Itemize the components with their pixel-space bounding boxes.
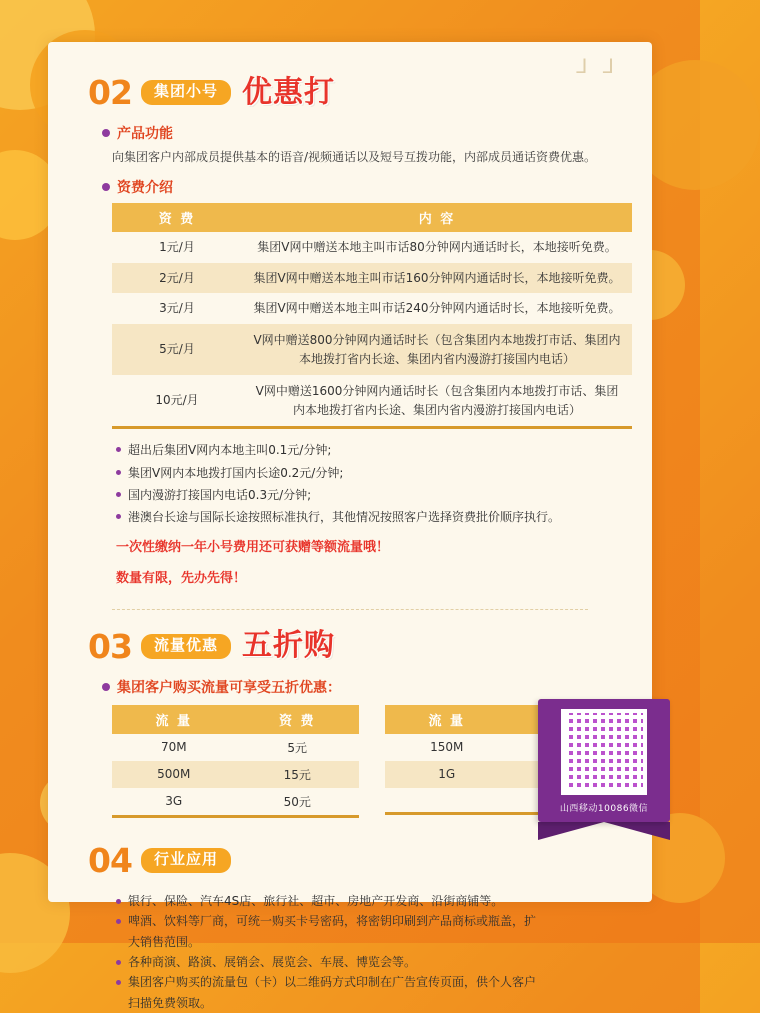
list-item <box>116 891 546 911</box>
cell-flow: 70M <box>160 740 187 755</box>
section-02-heading <box>88 73 612 112</box>
flow-subtitle <box>102 677 612 697</box>
section-04-heading <box>88 840 612 880</box>
cell-content: 集团V网中赠送本地主叫市话160分钟网内通话时长，本地接听免费。 <box>253 270 621 285</box>
list-item <box>116 506 612 528</box>
cell-fee: 50元 <box>283 794 311 809</box>
col-header-content: 内 容 <box>242 203 632 232</box>
qr-code-icon <box>561 709 647 795</box>
note-text: 港澳台长途与国际长途按照标准执行，其他情况按照客户选择资费批价顺序执行。 <box>128 509 561 524</box>
table-row <box>112 788 359 815</box>
list-item <box>116 952 546 972</box>
product-features-label: 产品功能 <box>117 126 173 142</box>
note-text: 集团V网内本地拨打国内长途0.2元/分钟; <box>128 465 344 480</box>
application-text: 啤酒、饮料等厂商，可统一购买卡号密码，将密钥印刷到产品商标或瓶盖，扩大销售范围。 <box>128 914 537 949</box>
section-03-pill: 流量优惠 <box>141 634 231 658</box>
table-row <box>112 324 632 375</box>
list-item <box>116 911 546 952</box>
bullet-dot-icon <box>116 960 121 965</box>
bullet-dot-icon <box>102 183 110 191</box>
application-text: 集团客户购买的流量包（卡）以二维码方式印制在广告宣传页面，供个人客户扫描免费领取。 <box>128 975 537 1010</box>
col-header-flow: 流 量 <box>112 705 236 734</box>
table-header-row <box>112 203 632 232</box>
bullet-dot-icon <box>116 980 121 985</box>
table-underline <box>112 815 359 818</box>
bullet-dot-icon <box>102 683 110 691</box>
product-features-text: 向集团客户内部成员提供基本的语音/视频通话以及短号互拨功能，内部成员通话资费优惠。 <box>112 150 597 164</box>
application-text: 各种商演、路演、展销会、展览会、车展、博览会等。 <box>128 955 417 970</box>
bullet-dot-icon <box>116 470 121 475</box>
list-item <box>116 972 546 1013</box>
cell-content: V网中赠送800分钟网内通话时长（包含集团内本地拨打市话、集团内本地拨打省内长途、集团内省内漫游打接国内电话） <box>253 332 621 366</box>
cell-content: 集团V网中赠送本地主叫市话80分钟网内通话时长，本地接听免费。 <box>257 240 617 255</box>
table-header-row <box>112 705 359 734</box>
bullet-dot-icon <box>116 919 121 924</box>
section-02-number: 02 <box>88 73 132 112</box>
cell-content: 集团V网中赠送本地主叫市话240分钟网内通话时长，本地接听免费。 <box>253 301 621 316</box>
product-features-subtitle <box>102 123 612 143</box>
cell-fee: 2元/月 <box>159 270 195 285</box>
bullet-dot-icon <box>116 447 121 452</box>
bullet-dot-icon <box>116 492 121 497</box>
list-item <box>116 484 612 506</box>
table-row <box>112 734 359 761</box>
cell-flow <box>385 788 509 812</box>
table-row <box>112 263 632 294</box>
bullet-dot-icon <box>116 514 121 519</box>
application-text: 银行、保险、汽车4S店、旅行社、超市、房地产开发商、沿街商铺等。 <box>128 893 504 908</box>
ribbon-tail <box>538 822 670 840</box>
section-02-highlight: 优惠打 <box>241 74 335 110</box>
tariff-subtitle <box>102 177 612 197</box>
col-header-fee: 资 费 <box>236 705 360 734</box>
section-03-number: 03 <box>88 626 132 666</box>
section-03-heading <box>88 626 612 666</box>
cell-fee: 10元/月 <box>155 393 199 408</box>
cell-flow: 150M <box>430 740 464 755</box>
note-text: 超出后集团V网内本地主叫0.1元/分钟; <box>128 443 332 458</box>
tariff-notes <box>116 439 612 528</box>
section-03-highlight: 五折购 <box>241 628 335 664</box>
list-item <box>116 439 612 461</box>
note-text: 国内漫游打接国内电话0.3元/分钟; <box>128 487 312 502</box>
cell-fee: 15元 <box>283 767 311 782</box>
section-04-number: 04 <box>88 840 132 880</box>
promo-line-2: 数量有限，先办先得！ <box>116 571 247 587</box>
cell-flow: 500M <box>157 767 191 782</box>
flow-table-left <box>112 705 359 815</box>
cell-content: V网中赠送1600分钟网内通话时长（包含集团内本地拨打市话、集团内本地拨打省内长途、集团内省内漫游打接国内电话） <box>255 384 619 417</box>
list-item <box>116 462 612 484</box>
cell-fee: 3元/月 <box>159 301 195 316</box>
section-divider <box>112 609 588 610</box>
table-row <box>112 232 632 263</box>
cell-fee: 5元/月 <box>159 342 195 357</box>
cell-fee: 1元/月 <box>159 240 195 255</box>
table-row <box>112 761 359 788</box>
cell-flow: 1G <box>438 767 456 782</box>
section-04-pill: 行业应用 <box>141 848 231 872</box>
table-underline <box>112 426 632 429</box>
tariff-label: 资费介绍 <box>117 180 173 197</box>
bullet-dot-icon <box>116 899 121 904</box>
col-header-flow: 流 量 <box>385 705 509 734</box>
qr-caption: 山西移动10086微信 <box>559 804 649 814</box>
decorative-scribble: ᒧ ᒧ <box>575 54 618 78</box>
tariff-table <box>112 203 632 426</box>
table-row <box>112 293 632 324</box>
table-row <box>112 375 632 426</box>
cell-flow: 3G <box>165 794 183 809</box>
flow-tables <box>112 705 612 818</box>
brochure-page <box>48 42 652 1010</box>
promo-line-1: 一次性缴纳一年小号费用还可获赠等额流量哦！ <box>116 540 390 556</box>
cell-fee: 5元 <box>287 740 308 755</box>
bullet-dot-icon <box>102 129 110 137</box>
industry-applications-list <box>116 891 546 1013</box>
qr-ribbon <box>538 699 670 822</box>
flow-subtitle-label: 集团客户购买流量可享受五折优惠： <box>117 679 341 696</box>
section-02-pill: 集团小号 <box>141 80 231 104</box>
col-header-fee: 资 费 <box>112 203 242 232</box>
flow-table-left-wrap <box>112 705 359 818</box>
